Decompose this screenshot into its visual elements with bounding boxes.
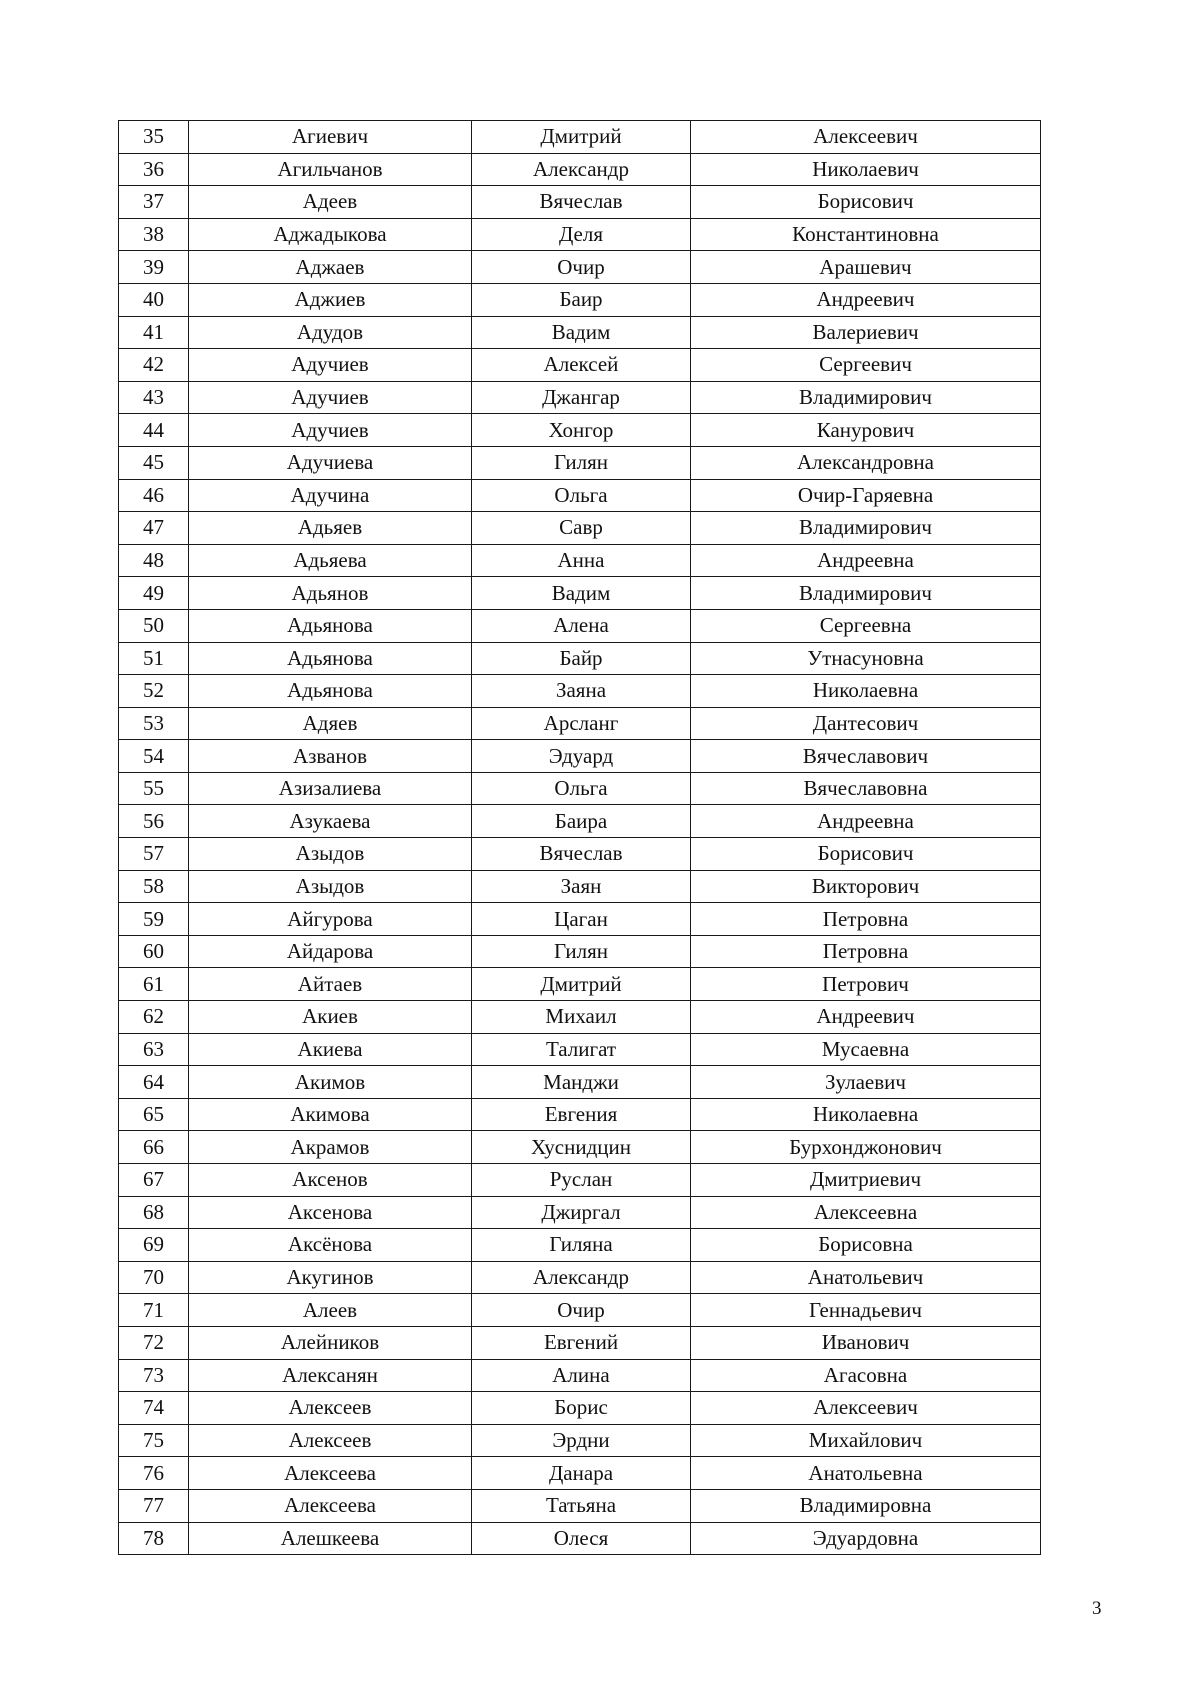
table-row <box>119 121 1041 154</box>
first-name-cell: Алена <box>472 609 691 642</box>
patronymic-cell: Николаевна <box>691 1098 1041 1131</box>
row-number-cell: 69 <box>119 1229 189 1262</box>
first-name-cell: Гилян <box>472 935 691 968</box>
table-row <box>119 870 1041 903</box>
first-name-cell: Дмитрий <box>472 968 691 1001</box>
row-number-cell: 78 <box>119 1522 189 1555</box>
last-name-cell: Акиева <box>189 1033 472 1066</box>
row-number-cell: 67 <box>119 1164 189 1197</box>
patronymic-cell: Борисович <box>691 186 1041 219</box>
row-number-cell: 42 <box>119 349 189 382</box>
last-name-cell: Адучиев <box>189 414 472 447</box>
last-name-cell: Аксенова <box>189 1196 472 1229</box>
names-table-body <box>119 121 1041 1555</box>
table-row <box>119 479 1041 512</box>
first-name-cell: Дмитрий <box>472 121 691 154</box>
patronymic-cell: Борисович <box>691 838 1041 871</box>
first-name-cell: Джиргал <box>472 1196 691 1229</box>
row-number-cell: 46 <box>119 479 189 512</box>
table-row <box>119 642 1041 675</box>
last-name-cell: Алексеев <box>189 1392 472 1425</box>
first-name-cell: Эдуард <box>472 740 691 773</box>
row-number-cell: 76 <box>119 1457 189 1490</box>
table-row <box>119 1229 1041 1262</box>
row-number-cell: 70 <box>119 1261 189 1294</box>
last-name-cell: Адьяева <box>189 544 472 577</box>
patronymic-cell: Зулаевич <box>691 1066 1041 1099</box>
last-name-cell: Алексеева <box>189 1457 472 1490</box>
row-number-cell: 60 <box>119 935 189 968</box>
row-number-cell: 55 <box>119 772 189 805</box>
patronymic-cell: Николаевич <box>691 153 1041 186</box>
table-row <box>119 740 1041 773</box>
table-row <box>119 1261 1041 1294</box>
row-number-cell: 53 <box>119 707 189 740</box>
table-row <box>119 283 1041 316</box>
table-row <box>119 1164 1041 1197</box>
last-name-cell: Акимова <box>189 1098 472 1131</box>
row-number-cell: 68 <box>119 1196 189 1229</box>
row-number-cell: 62 <box>119 1001 189 1034</box>
table-row <box>119 1098 1041 1131</box>
last-name-cell: Азыдов <box>189 870 472 903</box>
first-name-cell: Евгений <box>472 1326 691 1359</box>
first-name-cell: Байр <box>472 642 691 675</box>
table-row <box>119 446 1041 479</box>
first-name-cell: Баира <box>472 805 691 838</box>
last-name-cell: Акимов <box>189 1066 472 1099</box>
first-name-cell: Манджи <box>472 1066 691 1099</box>
table-row <box>119 1294 1041 1327</box>
first-name-cell: Талигат <box>472 1033 691 1066</box>
table-row <box>119 1131 1041 1164</box>
table-row <box>119 1196 1041 1229</box>
last-name-cell: Аджаев <box>189 251 472 284</box>
last-name-cell: Акугинов <box>189 1261 472 1294</box>
first-name-cell: Хонгор <box>472 414 691 447</box>
row-number-cell: 74 <box>119 1392 189 1425</box>
patronymic-cell: Сергеевич <box>691 349 1041 382</box>
table-row <box>119 153 1041 186</box>
patronymic-cell: Вячеславовна <box>691 772 1041 805</box>
row-number-cell: 36 <box>119 153 189 186</box>
patronymic-cell: Очир-Гаряевна <box>691 479 1041 512</box>
patronymic-cell: Алексеевич <box>691 1392 1041 1425</box>
last-name-cell: Адяев <box>189 707 472 740</box>
first-name-cell: Очир <box>472 251 691 284</box>
row-number-cell: 38 <box>119 218 189 251</box>
last-name-cell: Адудов <box>189 316 472 349</box>
patronymic-cell: Агасовна <box>691 1359 1041 1392</box>
first-name-cell: Вячеслав <box>472 186 691 219</box>
row-number-cell: 37 <box>119 186 189 219</box>
first-name-cell: Заян <box>472 870 691 903</box>
last-name-cell: Адьянова <box>189 609 472 642</box>
table-row <box>119 1001 1041 1034</box>
table-row <box>119 1066 1041 1099</box>
table-row <box>119 251 1041 284</box>
table-row <box>119 414 1041 447</box>
first-name-cell: Александр <box>472 1261 691 1294</box>
patronymic-cell: Николаевна <box>691 675 1041 708</box>
row-number-cell: 63 <box>119 1033 189 1066</box>
first-name-cell: Олеся <box>472 1522 691 1555</box>
first-name-cell: Руслан <box>472 1164 691 1197</box>
first-name-cell: Алексей <box>472 349 691 382</box>
row-number-cell: 47 <box>119 512 189 545</box>
patronymic-cell: Дантесович <box>691 707 1041 740</box>
table-row <box>119 838 1041 871</box>
last-name-cell: Адучиев <box>189 349 472 382</box>
patronymic-cell: Владимировна <box>691 1489 1041 1522</box>
patronymic-cell: Владимирович <box>691 381 1041 414</box>
patronymic-cell: Утнасуновна <box>691 642 1041 675</box>
row-number-cell: 54 <box>119 740 189 773</box>
table-row <box>119 1033 1041 1066</box>
patronymic-cell: Андреевна <box>691 805 1041 838</box>
row-number-cell: 45 <box>119 446 189 479</box>
last-name-cell: Алексеева <box>189 1489 472 1522</box>
patronymic-cell: Мусаевна <box>691 1033 1041 1066</box>
patronymic-cell: Алексеевна <box>691 1196 1041 1229</box>
patronymic-cell: Константиновна <box>691 218 1041 251</box>
first-name-cell: Гилян <box>472 446 691 479</box>
first-name-cell: Хуснидцин <box>472 1131 691 1164</box>
names-table <box>118 120 1041 1555</box>
table-row <box>119 1457 1041 1490</box>
table-row <box>119 609 1041 642</box>
table-row <box>119 381 1041 414</box>
last-name-cell: Адьянова <box>189 675 472 708</box>
first-name-cell: Савр <box>472 512 691 545</box>
first-name-cell: Александр <box>472 153 691 186</box>
row-number-cell: 51 <box>119 642 189 675</box>
row-number-cell: 75 <box>119 1424 189 1457</box>
first-name-cell: Алина <box>472 1359 691 1392</box>
table-row <box>119 349 1041 382</box>
row-number-cell: 57 <box>119 838 189 871</box>
patronymic-cell: Викторович <box>691 870 1041 903</box>
patronymic-cell: Михайлович <box>691 1424 1041 1457</box>
last-name-cell: Аксёнова <box>189 1229 472 1262</box>
patronymic-cell: Петрович <box>691 968 1041 1001</box>
table-row <box>119 1359 1041 1392</box>
last-name-cell: Акиев <box>189 1001 472 1034</box>
row-number-cell: 72 <box>119 1326 189 1359</box>
row-number-cell: 39 <box>119 251 189 284</box>
patronymic-cell: Эдуардовна <box>691 1522 1041 1555</box>
patronymic-cell: Андреевич <box>691 283 1041 316</box>
last-name-cell: Аджиев <box>189 283 472 316</box>
last-name-cell: Адучиев <box>189 381 472 414</box>
table-row <box>119 675 1041 708</box>
patronymic-cell: Алексеевич <box>691 121 1041 154</box>
row-number-cell: 71 <box>119 1294 189 1327</box>
row-number-cell: 44 <box>119 414 189 447</box>
last-name-cell: Айтаев <box>189 968 472 1001</box>
last-name-cell: Азизалиева <box>189 772 472 805</box>
table-row <box>119 805 1041 838</box>
first-name-cell: Борис <box>472 1392 691 1425</box>
first-name-cell: Ольга <box>472 772 691 805</box>
row-number-cell: 61 <box>119 968 189 1001</box>
row-number-cell: 35 <box>119 121 189 154</box>
first-name-cell: Очир <box>472 1294 691 1327</box>
patronymic-cell: Сергеевна <box>691 609 1041 642</box>
first-name-cell: Евгения <box>472 1098 691 1131</box>
first-name-cell: Михаил <box>472 1001 691 1034</box>
first-name-cell: Заяна <box>472 675 691 708</box>
last-name-cell: Аксенов <box>189 1164 472 1197</box>
first-name-cell: Анна <box>472 544 691 577</box>
patronymic-cell: Андреевна <box>691 544 1041 577</box>
table-row <box>119 968 1041 1001</box>
last-name-cell: Адеев <box>189 186 472 219</box>
table-row <box>119 544 1041 577</box>
last-name-cell: Акрамов <box>189 1131 472 1164</box>
table-row <box>119 316 1041 349</box>
row-number-cell: 58 <box>119 870 189 903</box>
patronymic-cell: Анатольевна <box>691 1457 1041 1490</box>
patronymic-cell: Геннадьевич <box>691 1294 1041 1327</box>
last-name-cell: Алешкеева <box>189 1522 472 1555</box>
last-name-cell: Алексеев <box>189 1424 472 1457</box>
last-name-cell: Алеев <box>189 1294 472 1327</box>
first-name-cell: Цаган <box>472 903 691 936</box>
table-row <box>119 1392 1041 1425</box>
row-number-cell: 43 <box>119 381 189 414</box>
first-name-cell: Гиляна <box>472 1229 691 1262</box>
first-name-cell: Джангар <box>472 381 691 414</box>
patronymic-cell: Андреевич <box>691 1001 1041 1034</box>
table-row <box>119 707 1041 740</box>
first-name-cell: Вадим <box>472 577 691 610</box>
last-name-cell: Адучина <box>189 479 472 512</box>
table-row <box>119 186 1041 219</box>
row-number-cell: 52 <box>119 675 189 708</box>
patronymic-cell: Александровна <box>691 446 1041 479</box>
last-name-cell: Алексанян <box>189 1359 472 1392</box>
patronymic-cell: Анатольевич <box>691 1261 1041 1294</box>
row-number-cell: 65 <box>119 1098 189 1131</box>
table-row <box>119 218 1041 251</box>
last-name-cell: Адучиева <box>189 446 472 479</box>
row-number-cell: 73 <box>119 1359 189 1392</box>
row-number-cell: 64 <box>119 1066 189 1099</box>
patronymic-cell: Бурхонджонович <box>691 1131 1041 1164</box>
last-name-cell: Аджадыкова <box>189 218 472 251</box>
patronymic-cell: Иванович <box>691 1326 1041 1359</box>
patronymic-cell: Борисовна <box>691 1229 1041 1262</box>
patronymic-cell: Канурович <box>691 414 1041 447</box>
table-row <box>119 903 1041 936</box>
patronymic-cell: Петровна <box>691 903 1041 936</box>
last-name-cell: Агильчанов <box>189 153 472 186</box>
first-name-cell: Вячеслав <box>472 838 691 871</box>
last-name-cell: Азукаева <box>189 805 472 838</box>
row-number-cell: 41 <box>119 316 189 349</box>
patronymic-cell: Петровна <box>691 935 1041 968</box>
last-name-cell: Агиевич <box>189 121 472 154</box>
table-row <box>119 1489 1041 1522</box>
table-row <box>119 577 1041 610</box>
first-name-cell: Татьяна <box>472 1489 691 1522</box>
last-name-cell: Айдарова <box>189 935 472 968</box>
patronymic-cell: Владимирович <box>691 577 1041 610</box>
last-name-cell: Азванов <box>189 740 472 773</box>
last-name-cell: Айгурова <box>189 903 472 936</box>
first-name-cell: Вадим <box>472 316 691 349</box>
row-number-cell: 66 <box>119 1131 189 1164</box>
last-name-cell: Алейников <box>189 1326 472 1359</box>
table-row <box>119 1326 1041 1359</box>
last-name-cell: Адьянов <box>189 577 472 610</box>
row-number-cell: 50 <box>119 609 189 642</box>
row-number-cell: 49 <box>119 577 189 610</box>
first-name-cell: Деля <box>472 218 691 251</box>
table-row <box>119 1424 1041 1457</box>
row-number-cell: 48 <box>119 544 189 577</box>
table-row <box>119 935 1041 968</box>
row-number-cell: 56 <box>119 805 189 838</box>
row-number-cell: 40 <box>119 283 189 316</box>
patronymic-cell: Дмитриевич <box>691 1164 1041 1197</box>
patronymic-cell: Владимирович <box>691 512 1041 545</box>
first-name-cell: Баир <box>472 283 691 316</box>
patronymic-cell: Валериевич <box>691 316 1041 349</box>
last-name-cell: Адьянова <box>189 642 472 675</box>
table-row <box>119 1522 1041 1555</box>
last-name-cell: Адьяев <box>189 512 472 545</box>
first-name-cell: Ольга <box>472 479 691 512</box>
first-name-cell: Эрдни <box>472 1424 691 1457</box>
last-name-cell: Азыдов <box>189 838 472 871</box>
table-row <box>119 512 1041 545</box>
patronymic-cell: Вячеславович <box>691 740 1041 773</box>
row-number-cell: 59 <box>119 903 189 936</box>
patronymic-cell: Арашевич <box>691 251 1041 284</box>
first-name-cell: Данара <box>472 1457 691 1490</box>
row-number-cell: 77 <box>119 1489 189 1522</box>
page-number: 3 <box>1092 1598 1102 1619</box>
first-name-cell: Арсланг <box>472 707 691 740</box>
table-row <box>119 772 1041 805</box>
